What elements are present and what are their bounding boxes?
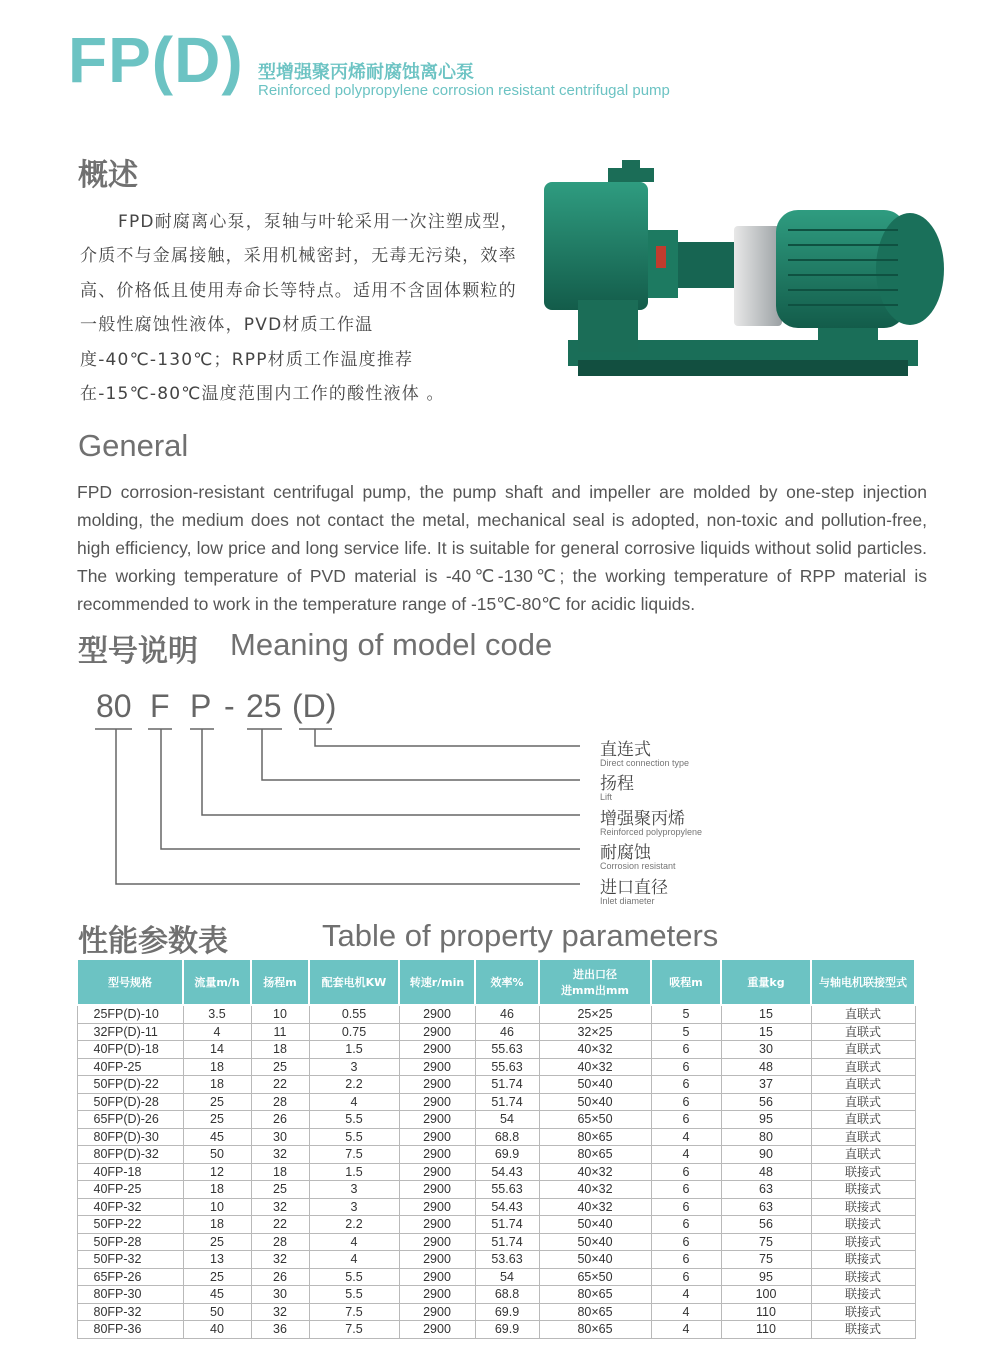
code-part-diameter: 80 bbox=[96, 688, 132, 724]
table-cell: 联接式 bbox=[811, 1268, 915, 1286]
table-cell: 50 bbox=[183, 1146, 251, 1164]
table-cell: 直联式 bbox=[811, 1058, 915, 1076]
table-cell: 直联式 bbox=[811, 1093, 915, 1111]
table-cell: 25 bbox=[251, 1181, 309, 1199]
table-cell: 68.8 bbox=[475, 1128, 539, 1146]
table-cell: 2900 bbox=[399, 1163, 475, 1181]
col-port bbox=[539, 959, 651, 1005]
table-cell: 50FP-32 bbox=[77, 1251, 183, 1269]
table-cell: 联接式 bbox=[811, 1286, 915, 1304]
table-cell: 4 bbox=[309, 1093, 399, 1111]
table-cell: 80FP(D)-32 bbox=[77, 1146, 183, 1164]
table-cell: 75 bbox=[721, 1251, 811, 1269]
params-heading-cn: 性能参数表 bbox=[78, 924, 228, 959]
table-cell: 110 bbox=[721, 1303, 811, 1321]
col-speed: 转速r/min bbox=[399, 959, 475, 1005]
table-row bbox=[77, 1093, 915, 1111]
table-cell: 15 bbox=[721, 1005, 811, 1023]
table-cell: 3 bbox=[309, 1058, 399, 1076]
table-cell: 50×40 bbox=[539, 1233, 651, 1251]
table-cell: 6 bbox=[651, 1268, 721, 1286]
overview-text bbox=[80, 205, 520, 411]
table-cell: 直联式 bbox=[811, 1076, 915, 1094]
table-cell: 7.5 bbox=[309, 1321, 399, 1339]
code-part-direct: (D) bbox=[292, 688, 337, 724]
table-cell: 6 bbox=[651, 1181, 721, 1199]
code-part-lift: 25 bbox=[246, 688, 282, 724]
table-row bbox=[77, 1251, 915, 1269]
overview-paragraph: FPD耐腐离心泵，泵轴与叶轮采用一次注塑成型，介质不与金属接触，采用机械密封，无毒无污染，效率高、价格低且使用寿命长等特点。适用不含固体颗粒的一般性腐蚀性液体，PVD材质工作温度-40℃-130℃；RPP材质工作温度推荐在-15℃-80℃温度范围内工作的酸性液体 。 bbox=[80, 212, 519, 405]
table-cell: 25 bbox=[183, 1111, 251, 1129]
table-cell: 55.63 bbox=[475, 1181, 539, 1199]
table-cell: 90 bbox=[721, 1146, 811, 1164]
table-cell: 80FP(D)-30 bbox=[77, 1128, 183, 1146]
table-cell: 32FP(D)-11 bbox=[77, 1023, 183, 1041]
table-cell: 14 bbox=[183, 1041, 251, 1059]
params-table bbox=[76, 958, 916, 1339]
table-cell: 51.74 bbox=[475, 1216, 539, 1234]
table-cell: 80×65 bbox=[539, 1128, 651, 1146]
table-cell: 5 bbox=[651, 1023, 721, 1041]
col-model: 型号规格 bbox=[77, 959, 183, 1005]
legend-polypropylene-cn: 增强聚丙烯 bbox=[600, 809, 685, 829]
table-cell: 75 bbox=[721, 1233, 811, 1251]
table-cell: 80FP-32 bbox=[77, 1303, 183, 1321]
table-cell: 56 bbox=[721, 1216, 811, 1234]
table-cell: 18 bbox=[183, 1058, 251, 1076]
table-cell: 50FP(D)-28 bbox=[77, 1093, 183, 1111]
table-cell: 10 bbox=[251, 1005, 309, 1023]
table-cell: 22 bbox=[251, 1216, 309, 1234]
table-cell: 4 bbox=[309, 1233, 399, 1251]
table-cell: 51.74 bbox=[475, 1093, 539, 1111]
table-row bbox=[77, 1058, 915, 1076]
table-cell: 25 bbox=[183, 1268, 251, 1286]
general-text: FPD corrosion-resistant centrifugal pump, the pump shaft and impeller are molded by one-step injection molding, the medium does not contact the metal, mechanical seal is adopted, non-toxic and pollution-free, high efficiency, low price and long service life. It is suitable for general corrosive liquids without solid particles. The working temperature of PVD material is -40℃-130℃; the working temperature of RPP material is recommended to work in the temperature range of -15℃-80℃ for acidic liquids. bbox=[77, 482, 927, 614]
table-cell: 4 bbox=[651, 1146, 721, 1164]
table-cell: 2900 bbox=[399, 1076, 475, 1094]
table-cell: 37 bbox=[721, 1076, 811, 1094]
table-cell: 4 bbox=[651, 1128, 721, 1146]
table-cell: 50×40 bbox=[539, 1216, 651, 1234]
code-part-p: P bbox=[190, 688, 212, 724]
table-cell: 25 bbox=[183, 1233, 251, 1251]
table-cell: 2900 bbox=[399, 1181, 475, 1199]
table-row bbox=[77, 1286, 915, 1304]
table-cell: 直联式 bbox=[811, 1005, 915, 1023]
col-connection: 与轴电机联接型式 bbox=[811, 959, 915, 1005]
table-cell: 18 bbox=[183, 1076, 251, 1094]
table-cell: 65×50 bbox=[539, 1268, 651, 1286]
legend-lift-cn: 扬程 bbox=[600, 774, 634, 794]
table-cell: 63 bbox=[721, 1181, 811, 1199]
legend-corrosion-cn: 耐腐蚀 bbox=[600, 843, 651, 863]
table-cell: 50 bbox=[183, 1303, 251, 1321]
table-cell: 50×40 bbox=[539, 1076, 651, 1094]
table-cell: 1.5 bbox=[309, 1163, 399, 1181]
product-code-title: FP(D) bbox=[68, 24, 244, 96]
table-cell: 18 bbox=[183, 1181, 251, 1199]
table-cell: 0.75 bbox=[309, 1023, 399, 1041]
table-cell: 68.8 bbox=[475, 1286, 539, 1304]
table-cell: 65FP-26 bbox=[77, 1268, 183, 1286]
table-cell: 32×25 bbox=[539, 1023, 651, 1041]
pump-image bbox=[538, 160, 944, 384]
table-cell: 1.5 bbox=[309, 1041, 399, 1059]
table-cell: 25 bbox=[251, 1058, 309, 1076]
table-cell: 10 bbox=[183, 1198, 251, 1216]
table-cell: 13 bbox=[183, 1251, 251, 1269]
table-cell: 65×50 bbox=[539, 1111, 651, 1129]
table-cell: 50FP(D)-22 bbox=[77, 1076, 183, 1094]
table-cell: 2.2 bbox=[309, 1216, 399, 1234]
table-cell: 69.9 bbox=[475, 1303, 539, 1321]
table-cell: 4 bbox=[651, 1321, 721, 1339]
table-row bbox=[77, 1303, 915, 1321]
col-port-line2: 进mm出mm bbox=[561, 984, 629, 997]
table-cell: 25 bbox=[183, 1093, 251, 1111]
table-cell: 63 bbox=[721, 1198, 811, 1216]
params-heading-en: Table of property parameters bbox=[322, 918, 719, 953]
table-cell: 直联式 bbox=[811, 1041, 915, 1059]
table-cell: 2900 bbox=[399, 1216, 475, 1234]
col-flow: 流量m/h bbox=[183, 959, 251, 1005]
table-cell: 18 bbox=[251, 1163, 309, 1181]
legend-direct-en: Direct connection type bbox=[600, 758, 690, 768]
table-cell: 55.63 bbox=[475, 1058, 539, 1076]
table-cell: 2900 bbox=[399, 1233, 475, 1251]
table-cell: 5.5 bbox=[309, 1268, 399, 1286]
table-cell: 联接式 bbox=[811, 1216, 915, 1234]
table-cell: 直联式 bbox=[811, 1111, 915, 1129]
table-row bbox=[77, 1111, 915, 1129]
table-cell: 69.9 bbox=[475, 1321, 539, 1339]
table-cell: 80×65 bbox=[539, 1303, 651, 1321]
table-cell: 80×65 bbox=[539, 1286, 651, 1304]
table-row bbox=[77, 1198, 915, 1216]
table-cell: 联接式 bbox=[811, 1233, 915, 1251]
table-cell: 45 bbox=[183, 1128, 251, 1146]
table-cell: 5.5 bbox=[309, 1128, 399, 1146]
table-cell: 54.43 bbox=[475, 1163, 539, 1181]
table-cell: 40FP-25 bbox=[77, 1058, 183, 1076]
table-cell: 2900 bbox=[399, 1321, 475, 1339]
table-cell: 55.63 bbox=[475, 1041, 539, 1059]
table-cell: 联接式 bbox=[811, 1251, 915, 1269]
table-cell: 40×32 bbox=[539, 1163, 651, 1181]
table-cell: 2900 bbox=[399, 1251, 475, 1269]
product-title-en: Reinforced polypropylene corrosion resistant centrifugal pump bbox=[258, 82, 670, 99]
table-cell: 3.5 bbox=[183, 1005, 251, 1023]
table-cell: 5.5 bbox=[309, 1111, 399, 1129]
table-cell: 51.74 bbox=[475, 1076, 539, 1094]
col-head: 扬程m bbox=[251, 959, 309, 1005]
table-cell: 联接式 bbox=[811, 1181, 915, 1199]
table-cell: 6 bbox=[651, 1093, 721, 1111]
model-code-heading-cn: 型号说明 bbox=[78, 634, 198, 669]
table-cell: 32 bbox=[251, 1251, 309, 1269]
table-cell: 2900 bbox=[399, 1023, 475, 1041]
table-cell: 80×65 bbox=[539, 1146, 651, 1164]
table-row bbox=[77, 1076, 915, 1094]
table-cell: 26 bbox=[251, 1111, 309, 1129]
table-cell: 95 bbox=[721, 1111, 811, 1129]
table-cell: 48 bbox=[721, 1163, 811, 1181]
table-cell: 11 bbox=[251, 1023, 309, 1041]
legend-lift-en: Lift bbox=[600, 792, 613, 802]
table-cell: 0.55 bbox=[309, 1005, 399, 1023]
table-cell: 53.63 bbox=[475, 1251, 539, 1269]
table-cell: 50FP-22 bbox=[77, 1216, 183, 1234]
table-cell: 80 bbox=[721, 1128, 811, 1146]
table-cell: 2900 bbox=[399, 1093, 475, 1111]
table-cell: 3 bbox=[309, 1198, 399, 1216]
table-cell: 2900 bbox=[399, 1303, 475, 1321]
table-cell: 50FP-28 bbox=[77, 1233, 183, 1251]
table-row bbox=[77, 1146, 915, 1164]
table-cell: 80FP-36 bbox=[77, 1321, 183, 1339]
col-suction: 吸程m bbox=[651, 959, 721, 1005]
table-cell: 50×40 bbox=[539, 1093, 651, 1111]
table-cell: 5 bbox=[651, 1005, 721, 1023]
table-cell: 2900 bbox=[399, 1146, 475, 1164]
table-cell: 40 bbox=[183, 1321, 251, 1339]
model-code-heading-en: Meaning of model code bbox=[230, 627, 553, 662]
product-title-cn: 型增强聚丙烯耐腐蚀离心泵 bbox=[258, 62, 474, 83]
table-cell: 46 bbox=[475, 1023, 539, 1041]
table-cell: 40FP-32 bbox=[77, 1198, 183, 1216]
table-cell: 直联式 bbox=[811, 1128, 915, 1146]
table-cell: 69.9 bbox=[475, 1146, 539, 1164]
code-part-f: F bbox=[150, 688, 170, 724]
table-cell: 30 bbox=[251, 1286, 309, 1304]
table-cell: 2900 bbox=[399, 1198, 475, 1216]
table-cell: 2900 bbox=[399, 1058, 475, 1076]
table-cell: 48 bbox=[721, 1058, 811, 1076]
table-cell: 50×40 bbox=[539, 1251, 651, 1269]
table-cell: 54 bbox=[475, 1268, 539, 1286]
table-cell: 22 bbox=[251, 1076, 309, 1094]
table-cell: 26 bbox=[251, 1268, 309, 1286]
table-cell: 40FP-18 bbox=[77, 1163, 183, 1181]
table-cell: 6 bbox=[651, 1233, 721, 1251]
table-header-row bbox=[77, 959, 915, 1005]
table-cell: 40×32 bbox=[539, 1181, 651, 1199]
table-cell: 80×65 bbox=[539, 1321, 651, 1339]
table-cell: 2900 bbox=[399, 1111, 475, 1129]
table-row bbox=[77, 1023, 915, 1041]
table-cell: 7.5 bbox=[309, 1303, 399, 1321]
table-cell: 6 bbox=[651, 1111, 721, 1129]
table-cell: 6 bbox=[651, 1163, 721, 1181]
table-cell: 65FP(D)-26 bbox=[77, 1111, 183, 1129]
table-cell: 28 bbox=[251, 1093, 309, 1111]
table-cell: 6 bbox=[651, 1198, 721, 1216]
table-row bbox=[77, 1321, 915, 1339]
table-cell: 40×32 bbox=[539, 1198, 651, 1216]
table-row bbox=[77, 1041, 915, 1059]
table-row bbox=[77, 1233, 915, 1251]
table-cell: 56 bbox=[721, 1093, 811, 1111]
table-cell: 7.5 bbox=[309, 1146, 399, 1164]
table-cell: 4 bbox=[651, 1286, 721, 1304]
table-cell: 联接式 bbox=[811, 1163, 915, 1181]
table-cell: 46 bbox=[475, 1005, 539, 1023]
table-cell: 32 bbox=[251, 1146, 309, 1164]
table-cell: 联接式 bbox=[811, 1198, 915, 1216]
params-table-body bbox=[77, 1005, 915, 1338]
table-cell: 2900 bbox=[399, 1005, 475, 1023]
table-cell: 3 bbox=[309, 1181, 399, 1199]
table-cell: 12 bbox=[183, 1163, 251, 1181]
table-cell: 28 bbox=[251, 1233, 309, 1251]
table-cell: 直联式 bbox=[811, 1146, 915, 1164]
table-cell: 6 bbox=[651, 1058, 721, 1076]
table-cell: 联接式 bbox=[811, 1303, 915, 1321]
table-cell: 15 bbox=[721, 1023, 811, 1041]
table-cell: 40×32 bbox=[539, 1058, 651, 1076]
table-cell: 联接式 bbox=[811, 1321, 915, 1339]
table-cell: 54 bbox=[475, 1111, 539, 1129]
table-cell: 51.74 bbox=[475, 1233, 539, 1251]
legend-direct-cn: 直连式 bbox=[600, 740, 651, 760]
table-cell: 6 bbox=[651, 1216, 721, 1234]
table-cell: 30 bbox=[251, 1128, 309, 1146]
table-cell: 25FP(D)-10 bbox=[77, 1005, 183, 1023]
table-cell: 6 bbox=[651, 1041, 721, 1059]
col-weight: 重量kg bbox=[721, 959, 811, 1005]
table-cell: 直联式 bbox=[811, 1023, 915, 1041]
table-cell: 54.43 bbox=[475, 1198, 539, 1216]
col-port-line1: 进出口径 bbox=[573, 968, 617, 981]
table-cell: 18 bbox=[251, 1041, 309, 1059]
table-cell: 32 bbox=[251, 1303, 309, 1321]
legend-inlet-en: Inlet diameter bbox=[600, 896, 655, 906]
table-cell: 4 bbox=[651, 1303, 721, 1321]
table-cell: 4 bbox=[183, 1023, 251, 1041]
table-cell: 32 bbox=[251, 1198, 309, 1216]
col-efficiency: 效率% bbox=[475, 959, 539, 1005]
table-cell: 2900 bbox=[399, 1128, 475, 1146]
legend-polypropylene-en: Reinforced polypropylene bbox=[600, 827, 703, 837]
table-cell: 6 bbox=[651, 1251, 721, 1269]
table-cell: 6 bbox=[651, 1076, 721, 1094]
col-motor: 配套电机KW bbox=[309, 959, 399, 1005]
table-cell: 100 bbox=[721, 1286, 811, 1304]
table-row bbox=[77, 1181, 915, 1199]
table-cell: 18 bbox=[183, 1216, 251, 1234]
legend-inlet-cn: 进口直径 bbox=[600, 878, 668, 898]
overview-heading: 概述 bbox=[78, 158, 138, 193]
table-row bbox=[77, 1128, 915, 1146]
table-cell: 4 bbox=[309, 1251, 399, 1269]
table-cell: 2.2 bbox=[309, 1076, 399, 1094]
table-row bbox=[77, 1005, 915, 1023]
legend-corrosion-en: Corrosion resistant bbox=[600, 861, 676, 871]
table-cell: 40FP(D)-18 bbox=[77, 1041, 183, 1059]
table-cell: 30 bbox=[721, 1041, 811, 1059]
table-cell: 36 bbox=[251, 1321, 309, 1339]
table-cell: 2900 bbox=[399, 1286, 475, 1304]
table-cell: 40FP-25 bbox=[77, 1181, 183, 1199]
code-part-dash: - bbox=[224, 688, 235, 724]
table-row bbox=[77, 1268, 915, 1286]
general-heading: General bbox=[78, 428, 189, 463]
table-cell: 80FP-30 bbox=[77, 1286, 183, 1304]
table-row bbox=[77, 1163, 915, 1181]
table-cell: 2900 bbox=[399, 1268, 475, 1286]
table-cell: 2900 bbox=[399, 1041, 475, 1059]
table-cell: 45 bbox=[183, 1286, 251, 1304]
table-cell: 5.5 bbox=[309, 1286, 399, 1304]
table-cell: 25×25 bbox=[539, 1005, 651, 1023]
table-cell: 40×32 bbox=[539, 1041, 651, 1059]
table-row bbox=[77, 1216, 915, 1234]
table-cell: 110 bbox=[721, 1321, 811, 1339]
table-cell: 95 bbox=[721, 1268, 811, 1286]
